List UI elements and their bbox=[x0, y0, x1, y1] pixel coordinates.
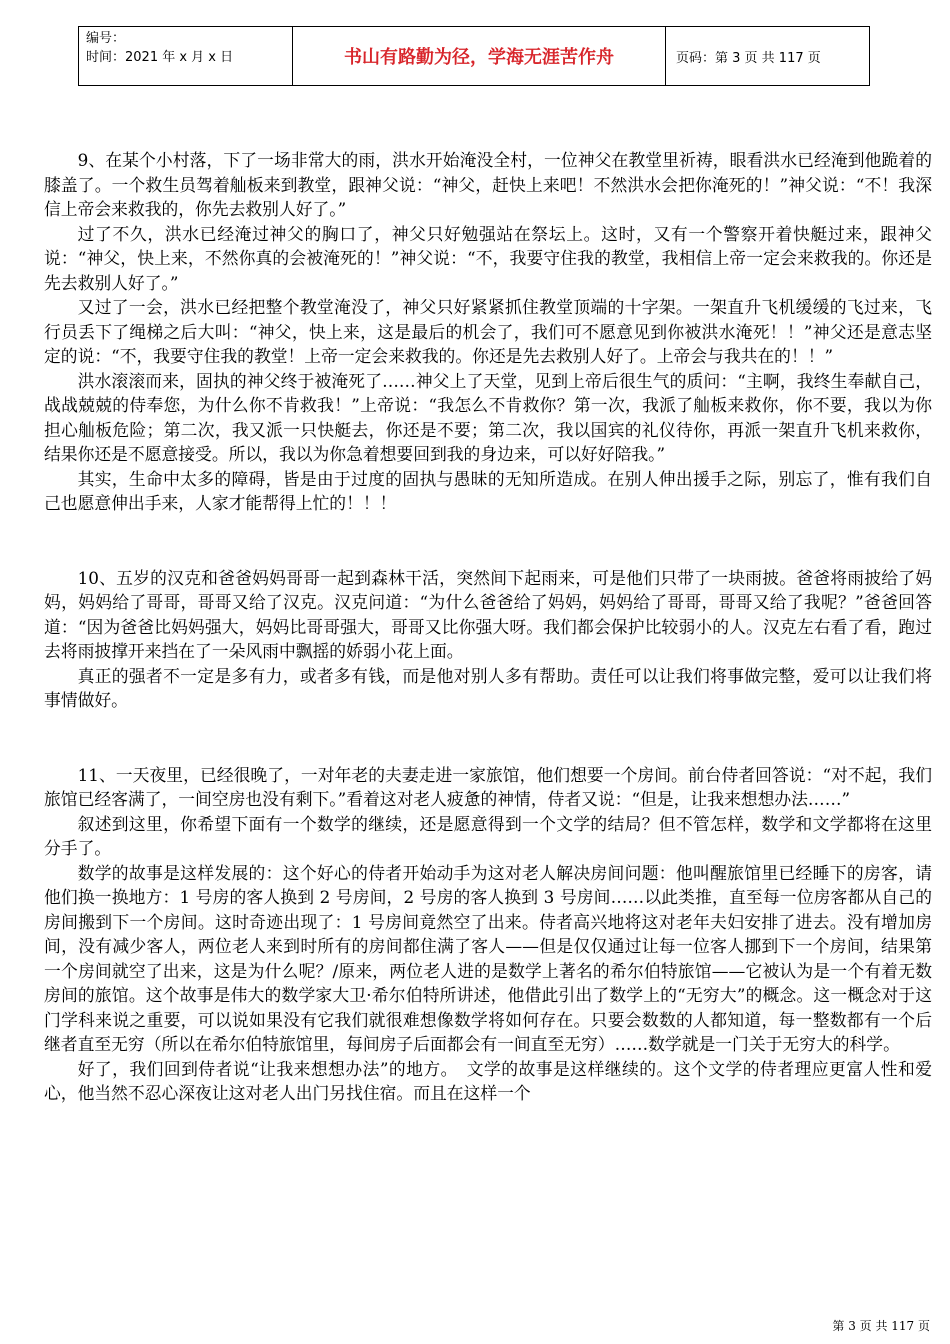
document-body bbox=[44, 148, 932, 1106]
paragraph: 11、一天夜里，已经很晚了，一对年老的夫妻走进一家旅馆，他们想要一个房间。前台侍者回答说：“对不起，我们旅馆已经客满了，一间空房也没有剩下。”看着这对老人疲惫的神情，侍者又说：“但是，让我来想想办法……” bbox=[44, 764, 932, 809]
story-section-9 bbox=[44, 148, 932, 516]
paragraph: 其实，生命中太多的障碍，皆是由于过度的固执与愚昧的无知所造成。在别人伸出援手之际，别忘了，惟有我们自己也愿意伸出手来，人家才能帮得上忙的！！！ bbox=[44, 468, 932, 513]
document-number-label: 编号： bbox=[86, 31, 126, 46]
paragraph: 10、五岁的汉克和爸爸妈妈哥哥一起到森林干活，突然间下起雨来，可是他们只带了一块雨披。爸爸将雨披给了妈妈，妈妈给了哥哥，哥哥又给了汉克。汉克问道：“为什么爸爸给了妈妈，妈妈给了哥哥，哥哥又给了我呢？”爸爸回答道：“因为爸爸比妈妈强大，妈妈比哥哥强大，哥哥又比你强大呀。我们都会保护比较弱小的人。汉克左右看了看，跑过去将雨披撑开来挡在了一朵风雨中飘摇的娇弱小花上面。 bbox=[44, 567, 932, 661]
paragraph: 叙述到这里，你希望下面有一个数学的继续，还是愿意得到一个文学的结局？但不管怎样，数学和文学都将在这里分手了。 bbox=[44, 813, 932, 858]
paragraph: 又过了一会，洪水已经把整个教堂淹没了，神父只好紧紧抓住教堂顶端的十字架。一架直升飞机缓缓的飞过来，飞行员丢下了绳梯之后大叫：“神父，快上来，这是最后的机会了，我们可不愿意见到你被洪水淹死！！”神父还是意志坚定的说：“不，我要守住我的教堂！上帝一定会来救我的。你还是先去救别人好了。上帝会与我共在的！！” bbox=[44, 297, 932, 366]
paragraph: 过了不久，洪水已经淹过神父的胸口了，神父只好勉强站在祭坛上。这时，又有一个警察开着快艇过来，跟神父说：“神父，快上来，不然你真的会被淹死的！”神父说：“不，我要守住我的教堂，我相信上帝一定会来救我的。你还是先去救别人好了。” bbox=[44, 223, 932, 293]
header-meta bbox=[79, 27, 293, 85]
paragraph: 数学的故事是这样发展的：这个好心的侍者开始动手为这对老人解决房间问题：他叫醒旅馆里已经睡下的房客，请他们换一换地方：1 号房的客人换到 2 号房间，2 号房的客人换到 3 号房间……以此类推，直至每一位房客都从自己的房间搬到下一个房间。这时奇迹出现了：1 号房间竟然空了出来。侍者高兴地将这对老年夫妇安排了进去。没有增加房间，没有减少客人，两位老人来到时所有的房间都住满了客人——但是仅仅通过让每一位客人挪到下一个房间，结果第一个房间就空了出来，这是为什么呢？/原来，两位老人进的是数学上著名的希尔伯特旅馆——它被认为是一个有着无数房间的旅馆。这个故事是伟大的数学家大卫·希尔伯特所讲述，他借此引出了数学上的“无穷大”的概念。这一概念对于这门学科来说之重要，可以说如果没有它我们就很难想像数学将如何存在。只要会数数的人都知道，每一整数都有一个后继者直至无穷（所以在希尔伯特旅馆里，每间房子后面都会有一间直至无穷）……数学就是一门关于无穷大的科学。 bbox=[44, 862, 932, 1054]
page-header bbox=[78, 26, 870, 86]
story-section-10 bbox=[44, 566, 932, 713]
paragraph: 真正的强者不一定是多有力，或者多有钱，而是他对别人多有帮助。责任可以让我们将事做完整，爱可以让我们将事情做好。 bbox=[44, 665, 932, 710]
paragraph: 好了，我们回到侍者说“让我来想想办法”的地方。 文学的故事是这样继续的。这个文学的侍者理应更富人性和爱心，他当然不忍心深夜让这对老人出门另找住宿。而且在这样一个 bbox=[44, 1058, 932, 1103]
page-footer-number: 第 3 页 共 117 页 bbox=[832, 1319, 930, 1333]
story-section-11 bbox=[44, 763, 932, 1106]
header-motto: 书山有路勤为径，学海无涯苦作舟 bbox=[293, 27, 666, 85]
header-page-info: 页码：第 3 页 共 117 页 bbox=[676, 50, 821, 66]
paragraph: 9、在某个小村落，下了一场非常大的雨，洪水开始淹没全村，一位神父在教堂里祈祷，眼看洪水已经淹到他跪着的膝盖了。一个救生员驾着舢板来到教堂，跟神父说：“神父，赶快上来吧！不然洪水会把你淹死的！”神父说：“不！我深信上帝会来救我的，你先去救别人好了。” bbox=[44, 150, 932, 219]
paragraph: 洪水滚滚而来，固执的神父终于被淹死了……神父上了天堂，见到上帝后很生气的质问：“主啊，我终生奉献自己，战战兢兢的侍奉您，为什么你不肯救我！”上帝说：“我怎么不肯救你？第一次，我派了舢板来救你，你不要，我以为你担心舢板危险；第二次，我又派一只快艇去，你还是不要；第二次，我以国宾的礼仪待你，再派一架直升飞机来救你，结果你还是不愿意接受。所以，我以为你急着想要回到我的身边来，可以好好陪我。” bbox=[44, 370, 932, 464]
document-date: 时间：2021 年 x 月 x 日 bbox=[86, 50, 234, 65]
